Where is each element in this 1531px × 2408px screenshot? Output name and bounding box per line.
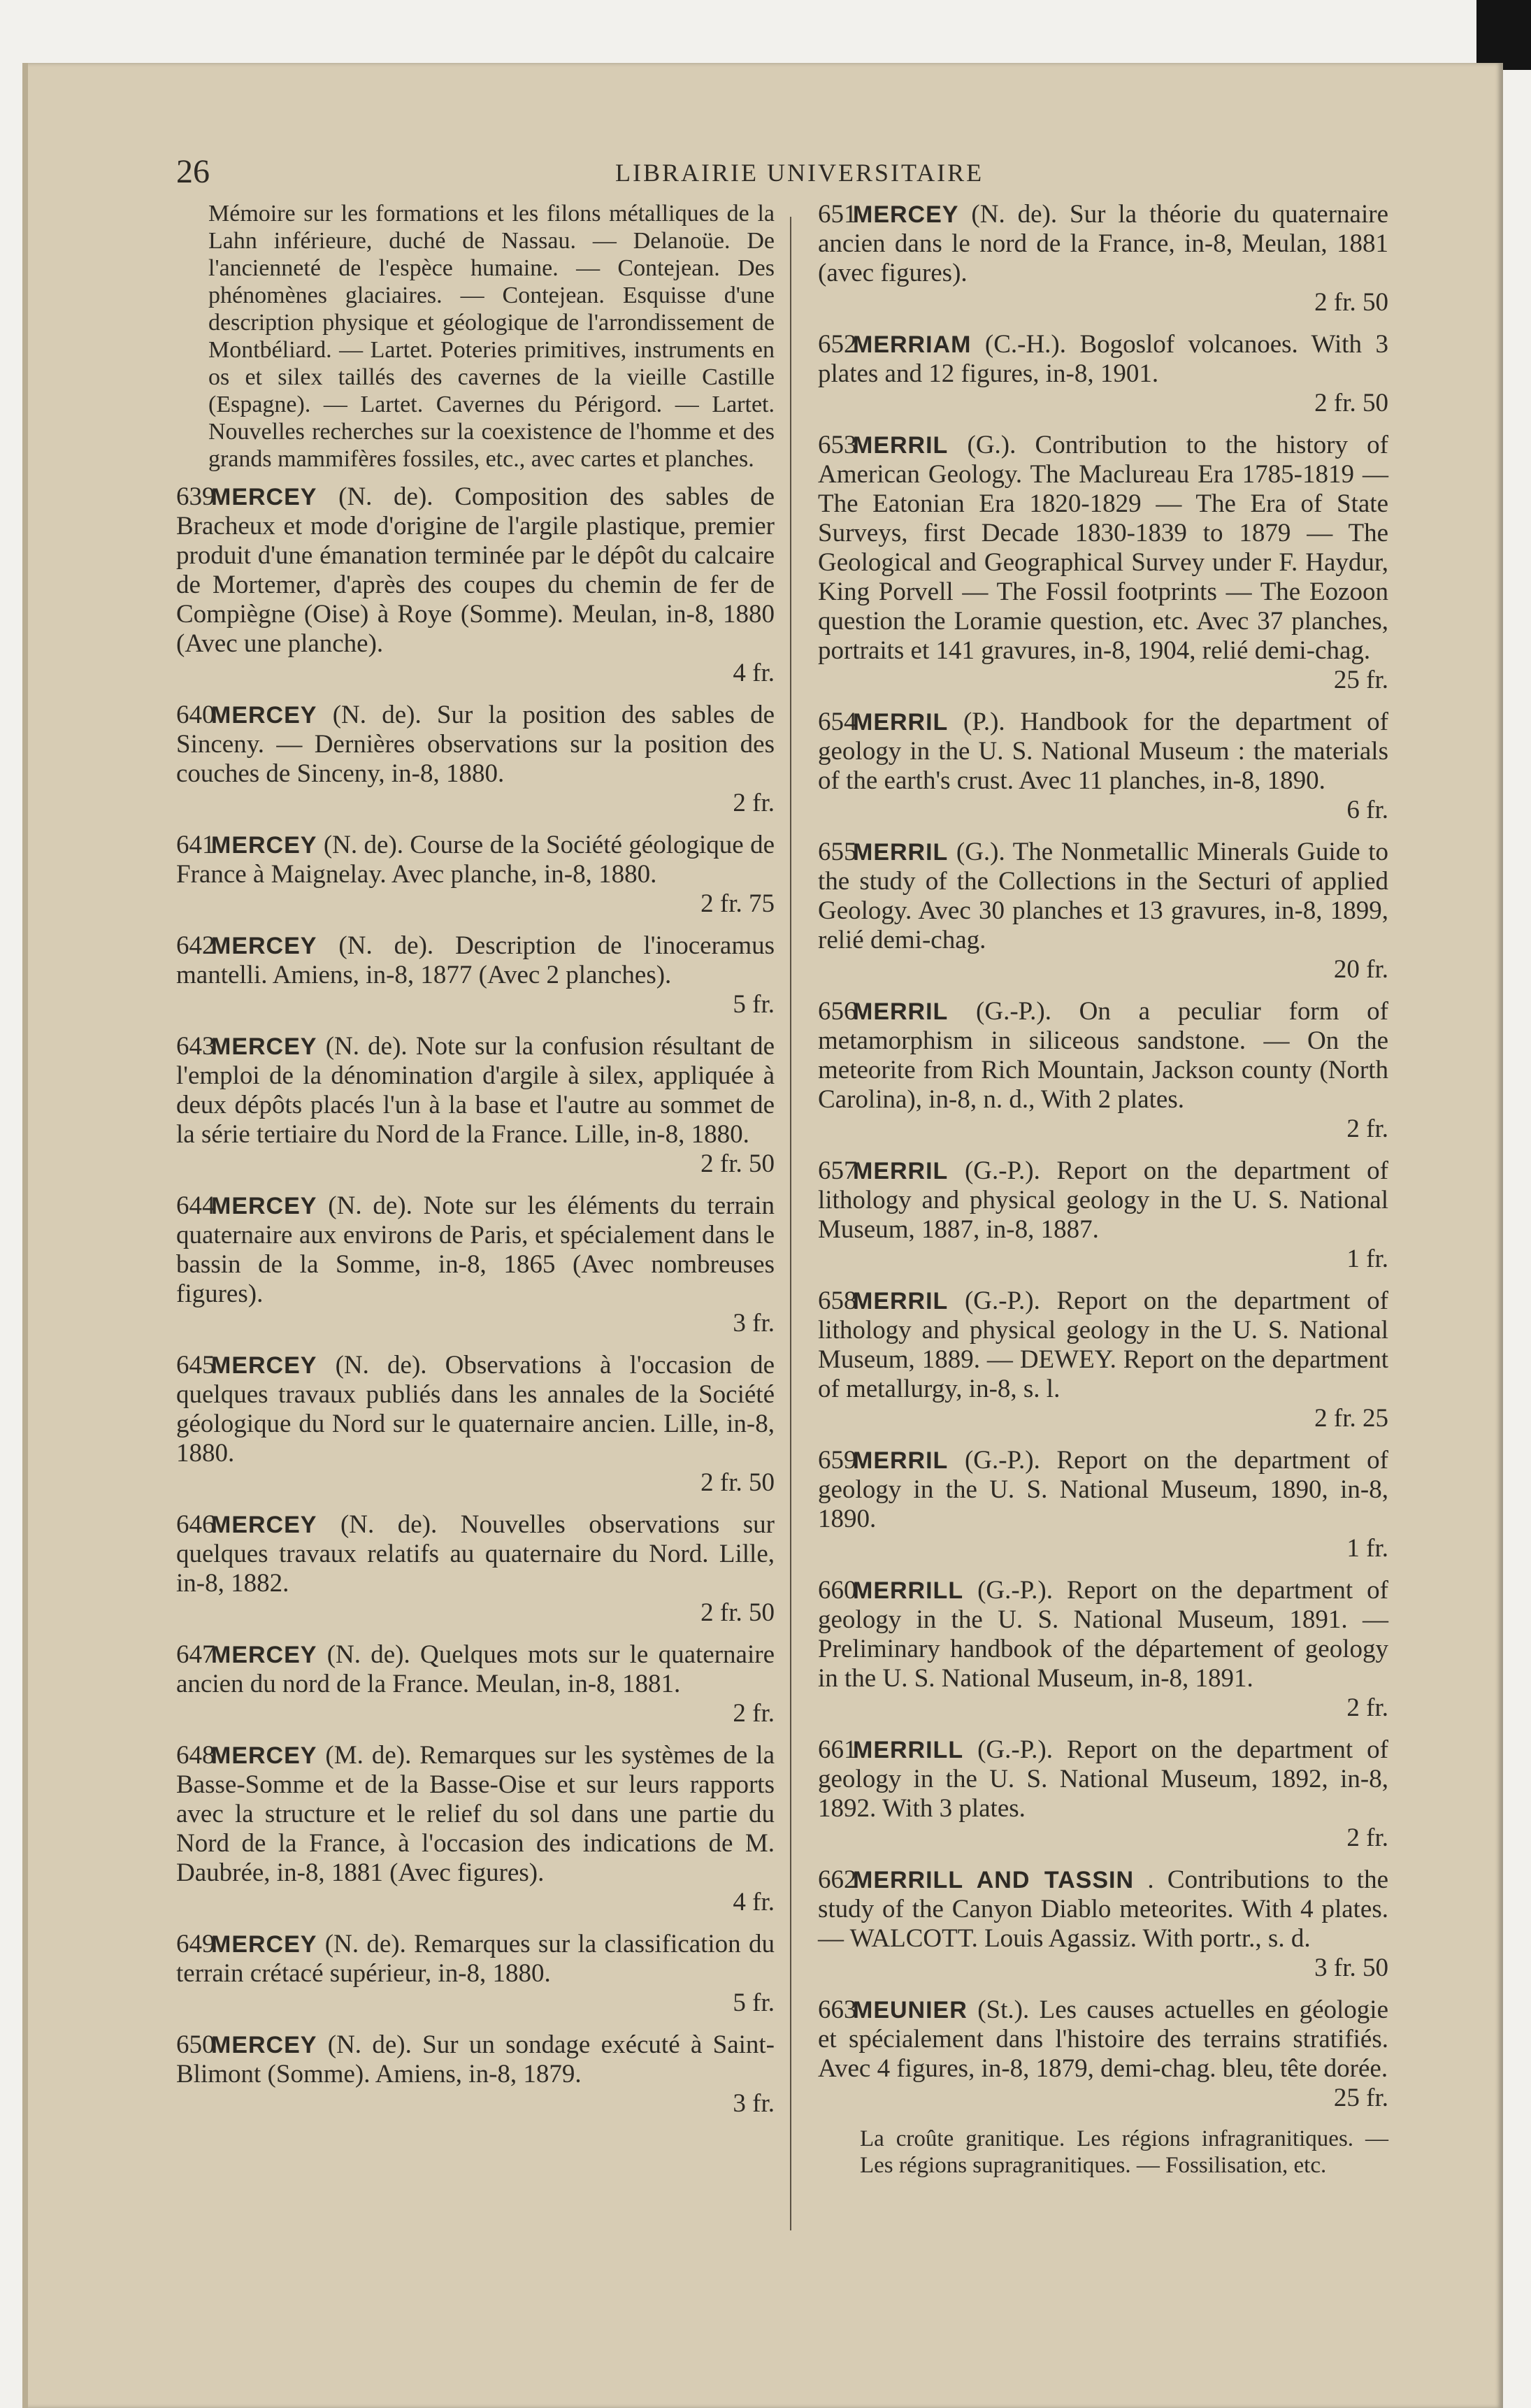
- entry-number: 660: [818, 1576, 857, 1605]
- entry-description: (St.). Les causes actuelles en géologie et spécialement dans l'histoire des terrains stratifiés. Avec 4 figures, in-8, 1879, demi-chag. bleu, tête dorée.: [818, 1995, 1389, 2083]
- catalog-entry: [818, 1865, 1388, 1983]
- catalog-entry: [818, 1156, 1388, 1274]
- right-entry-list: [818, 200, 1388, 2113]
- catalog-entry: [818, 708, 1388, 825]
- entry-author: MEUNIER: [853, 1997, 968, 2023]
- entry-description: (G.-P.). Report on the department of geology in the U. S. National Museum, 1890, in-8, 1890.: [818, 1446, 1388, 1533]
- entry-number: 654: [818, 708, 857, 736]
- entry-price: 2 fr.: [1346, 1693, 1388, 1722]
- entry-author: MERRIL: [853, 998, 949, 1025]
- entry-price: 1 fr.: [1346, 1245, 1388, 1273]
- entry-description: (G.-P.). Report on the department of geology in the U. S. National Museum, 1892, in-8, 1892. With 3 plates.: [818, 1735, 1388, 1823]
- entry-number: 643: [176, 1032, 215, 1061]
- catalog-entry: [176, 1640, 775, 1728]
- entry-description: (G.-P.). Report on the department of geology in the U. S. National Museum, 1891. — Preliminary handbook of the département of geology in the U. S. National Museum, in-8, 1891.: [818, 1576, 1388, 1693]
- running-title: LIBRAIRIE UNIVERSITAIRE: [615, 159, 984, 187]
- left-entry-list: [176, 482, 775, 2119]
- entry-price: 25 fr.: [1333, 2084, 1388, 2112]
- catalog-entry: [818, 1287, 1388, 1433]
- entry-description: (G.). The Nonmetallic Minerals Guide to the study of the Collections in the Secturi of applied Geology. Avec 30 planches et 13 gravures, in-8, 1899, relié demi-chag.: [818, 838, 1388, 954]
- catalog-entry: [176, 482, 775, 688]
- entry-description: (G.-P.). Report on the department of lithology and physical geology in the U. S. National Museum, 1889. — DEWEY. Report on the department of metallurgy, in-8, s. l.: [818, 1287, 1388, 1403]
- entry-author: MERRILL AND TASSIN: [853, 1867, 1135, 1893]
- catalog-entry: [818, 200, 1388, 317]
- entry-price: 2 fr. 75: [700, 889, 775, 918]
- contents-note: La croûte granitique. Les régions infragranitiques. — Les régions supragranitiques. — Fossilisation, etc.: [860, 2126, 1388, 2178]
- catalog-entry: [818, 1576, 1388, 1723]
- catalog-entry: [176, 931, 775, 1019]
- entry-number: 657: [818, 1156, 857, 1185]
- entry-price: 2 fr.: [733, 789, 775, 817]
- entry-price: 5 fr.: [733, 1988, 775, 2017]
- catalog-entry: [176, 831, 775, 919]
- entry-author: MERCEY: [211, 1742, 317, 1769]
- entry-number: 641: [176, 831, 215, 859]
- entry-description: (M. de). Remarques sur les systèmes de la Basse-Somme et de la Basse-Oise et sur leurs rapports avec la structure et le relief du sol dans une partie du Nord de la France, à l'occasion des indications de M. Daubrée, in-8, 1881 (Avec figures).: [176, 1741, 775, 1887]
- entry-price: 2 fr.: [733, 1699, 775, 1728]
- scan-edge: [1476, 0, 1531, 70]
- entry-number: 662: [818, 1865, 857, 1894]
- entry-author: MERCEY: [211, 933, 317, 959]
- right-column: [818, 200, 1388, 2179]
- entry-author: MERRIAM: [853, 331, 972, 358]
- entry-number: 642: [176, 931, 215, 960]
- entry-author: MERCEY: [211, 702, 317, 729]
- entry-number: 651: [818, 200, 857, 229]
- entry-price: 3 fr.: [733, 1309, 775, 1338]
- entry-price: 2 fr.: [1346, 1115, 1388, 1143]
- entry-number: 656: [818, 997, 857, 1026]
- entry-number: 650: [176, 2030, 215, 2059]
- entry-author: MERRIL: [853, 839, 949, 866]
- catalog-entry: [818, 1735, 1388, 1853]
- entry-description: (N. de). Sur la théorie du quaternaire ancien dans le nord de la France, in-8, Meulan, 1881 (avec figures).: [818, 200, 1388, 287]
- entry-price: 2 fr.: [1346, 1823, 1388, 1852]
- entry-price: 2 fr. 50: [700, 1598, 775, 1627]
- entry-price: 2 fr. 50: [1314, 389, 1388, 417]
- entry-description: (C.-H.). Bogoslof volcanoes. With 3 plates and 12 figures, in-8, 1901.: [818, 330, 1388, 388]
- page-number: 26: [176, 153, 210, 190]
- entry-description: (N. de). Course de la Société géologique de France à Maignelay. Avec planche, in-8, 1880.: [176, 831, 775, 889]
- entry-description: . Contributions to the study of the Canyon Diablo meteorites. With 4 plates. — WALCOTT. Louis Agassiz. With portr., s. d.: [818, 1865, 1388, 1953]
- entry-price: 4 fr.: [733, 659, 775, 687]
- entry-author: MERCEY: [211, 484, 317, 510]
- entry-description: (N. de). Note sur les éléments du terrain quaternaire aux environs de Paris, et spécialement dans le bassin de la Somme, in-8, 1865 (Avec nombreuses figures).: [176, 1191, 775, 1308]
- entry-description: (N. de). Note sur la confusion résultant de l'emploi de la dénomination d'argile à silex, appliquée à deux dépôts placés l'un à la base et l'autre au sommet de la série tertiaire du Nord de la France. Lille, in-8, 1880.: [176, 1032, 775, 1149]
- entry-author: MERRIL: [853, 1288, 949, 1314]
- entry-description: (P.). Handbook for the department of geology in the U. S. National Museum : the materials of the earth's crust. Avec 11 planches, in-8, 1890.: [818, 708, 1388, 795]
- entry-author: MERCEY: [211, 832, 317, 859]
- column-divider: [790, 217, 791, 2230]
- entry-price: 20 fr.: [1333, 955, 1388, 984]
- entry-price: 2 fr. 25: [1314, 1404, 1388, 1433]
- catalog-entry: [818, 997, 1388, 1144]
- entry-price: 6 fr.: [1346, 796, 1388, 824]
- left-column: [176, 200, 775, 2131]
- entry-author: MERCEY: [211, 2032, 317, 2058]
- entry-number: 645: [176, 1351, 215, 1379]
- entry-author: MERCEY: [853, 201, 959, 228]
- entry-price: 1 fr.: [1346, 1534, 1388, 1563]
- catalog-entry: [176, 1510, 775, 1628]
- entry-number: 652: [818, 330, 857, 359]
- entry-author: MERCEY: [211, 1033, 317, 1060]
- entry-description: (N. de). Observations à l'occasion de quelques travaux publiés dans les annales de la Société géologique du Nord sur le quaternaire ancien. Lille, in-8, 1880.: [176, 1351, 775, 1468]
- entry-author: MERRILL: [853, 1737, 964, 1763]
- entry-description: (G.). Contribution to the history of American Geology. The Maclureau Era 1785-1819 — The Eatonian Era 1820-1829 — The Era of State Surveys, first Decade 1830-1839 to 1879 — The Geological and Geographical Survey under F. Haydur, King Porvell — The Fossil footprints — The Eozoon question the Loramie question, etc. Avec 37 planches, portraits et 141 gravures, in-8, 1904, relié demi-chag.: [818, 431, 1388, 665]
- entry-description: (G.-P.). On a peculiar form of metamorphism in siliceous sandstone. — On the meteorite from Rich Mountain, Jackson county (North Carolina), in-8, n. d., With 2 plates.: [818, 997, 1388, 1114]
- entry-number: 646: [176, 1510, 215, 1539]
- entry-price: 2 fr. 50: [700, 1149, 775, 1178]
- entry-number: 644: [176, 1191, 215, 1220]
- entry-number: 658: [818, 1287, 857, 1315]
- entry-description: (N. de). Nouvelles observations sur quelques travaux relatifs au quaternaire du Nord. Lille, in-8, 1882.: [176, 1510, 775, 1598]
- entry-price: 3 fr.: [733, 2089, 775, 2118]
- entry-number: 655: [818, 838, 857, 866]
- entry-author: MERRIL: [853, 1158, 949, 1184]
- catalog-entry: [818, 1446, 1388, 1563]
- entry-number: 661: [818, 1735, 857, 1764]
- entry-description: (N. de). Description de l'inoceramus mantelli. Amiens, in-8, 1877 (Avec 2 planches).: [176, 931, 775, 989]
- entry-author: MERRIL: [853, 709, 949, 736]
- entry-number: 640: [176, 701, 215, 729]
- catalog-entry: [176, 2030, 775, 2119]
- entry-author: MERCEY: [211, 1193, 317, 1219]
- catalog-entry: [818, 1995, 1388, 2113]
- entry-price: 3 fr. 50: [1314, 1954, 1388, 1982]
- entry-author: MERRIL: [853, 1447, 949, 1474]
- entry-price: 2 fr. 50: [700, 1468, 775, 1497]
- entry-price: 2 fr. 50: [1314, 288, 1388, 317]
- catalog-entry: [176, 1930, 775, 2018]
- entry-number: 648: [176, 1741, 215, 1770]
- catalog-entry: [176, 1351, 775, 1498]
- entry-number: 653: [818, 431, 857, 459]
- entry-description: (G.-P.). Report on the department of lithology and physical geology in the U. S. National Museum, 1887, in-8, 1887.: [818, 1156, 1388, 1244]
- entry-description: (N. de). Composition des sables de Bracheux et mode d'origine de l'argile plastique, premier produit d'une émanation terminée par le dépôt du calcaire de Mortemer, d'après des coupes du chemin de fer de Compiègne (Oise) à Roye (Somme). Meulan, in-8, 1880 (Avec une planche).: [176, 482, 775, 658]
- entry-number: 663: [818, 1995, 857, 2024]
- catalog-entry: [818, 330, 1388, 418]
- catalog-entry: [818, 838, 1388, 984]
- entry-author: MERCEY: [211, 1512, 317, 1538]
- catalog-entry: [176, 1191, 775, 1338]
- catalog-entry: [176, 1741, 775, 1917]
- entry-author: MERCEY: [211, 1931, 317, 1958]
- entry-author: MERCEY: [211, 1642, 317, 1668]
- catalog-entry: [818, 431, 1388, 695]
- entry-number: 647: [176, 1640, 215, 1669]
- entry-author: MERRIL: [853, 432, 949, 459]
- catalog-page: [22, 63, 1503, 2408]
- entry-author: MERCEY: [211, 1352, 317, 1379]
- catalog-entry: [176, 1032, 775, 1179]
- entry-description: (N. de). Quelques mots sur le quaternaire ancien du nord de la France. Meulan, in-8, 1881.: [176, 1640, 775, 1698]
- entry-number: 649: [176, 1930, 215, 1958]
- entry-description: (N. de). Remarques sur la classification du terrain crétacé supérieur, in-8, 1880.: [176, 1930, 775, 1988]
- entry-price: 5 fr.: [733, 990, 775, 1019]
- entry-description: (N. de). Sur un sondage exécuté à Saint-Blimont (Somme). Amiens, in-8, 1879.: [176, 2030, 775, 2088]
- entry-description: (N. de). Sur la position des sables de Sinceny. — Dernières observations sur la position des couches de Sinceny, in-8, 1880.: [176, 701, 775, 788]
- catalog-entry: [176, 701, 775, 818]
- entry-price: 25 fr.: [1333, 666, 1388, 694]
- continued-entry: Mémoire sur les formations et les filons métalliques de la Lahn inférieure, duché de Nassau. — Delanoüe. De l'ancienneté de l'espèce humaine. — Contejean. Des phénomènes glaciaires. — Contejean. Esquisse d'une description physique et géologique de l'arrondissement de Montbéliard. — Lartet. Poteries primitives, instruments en os et silex taillés des cavernes de la vieille Castille (Espagne). — Lartet. Cavernes du Périgord. — Lartet. Nouvelles recherches sur la coexistence de l'homme et des grands mammifères fossiles, etc., avec cartes et planches.: [208, 201, 775, 472]
- entry-price: 4 fr.: [733, 1888, 775, 1916]
- entry-number: 659: [818, 1446, 857, 1475]
- entry-number: 639: [176, 482, 215, 511]
- entry-author: MERRILL: [853, 1577, 964, 1604]
